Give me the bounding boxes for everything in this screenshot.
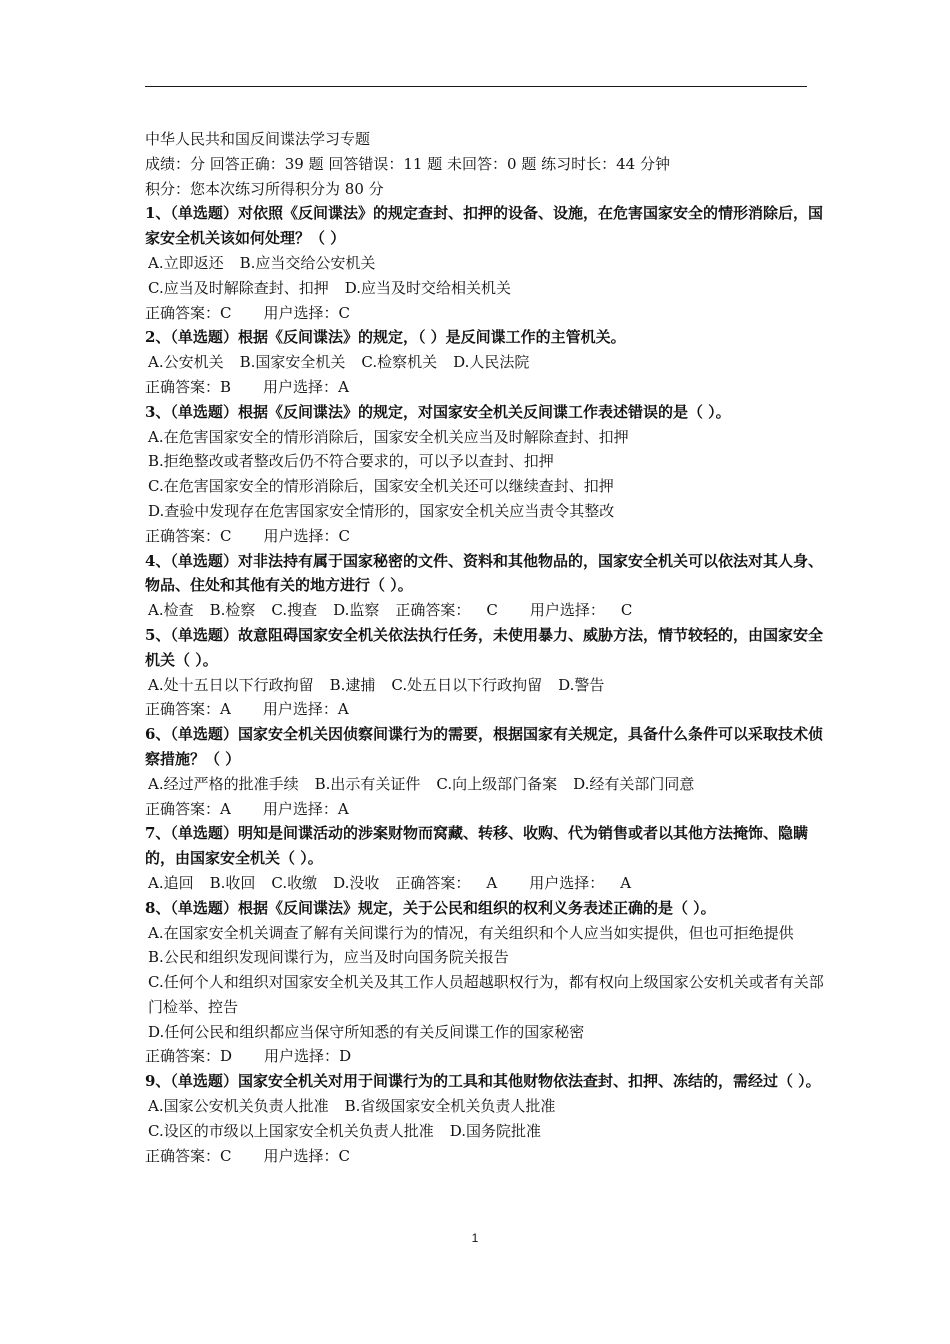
option: C.检察机关 [361,353,438,372]
correct-answer: C [220,303,232,322]
question-stem: 3、（单选题）根据《反间谍法》的规定，对国家安全机关反间谍工作表述错误的是（ ）。 [145,402,731,421]
user-choice: C [338,303,350,322]
question-stem: 5、（单选题）故意阻碍国家安全机关依法执行任务，未使用暴力、威胁方法，情节较轻的，由国家安全机关（ ）。 [145,625,823,669]
user-choice: A [337,799,349,818]
option-row [145,251,825,276]
user-choice-label: 用户选择： [262,799,338,818]
user-choice-label: 用户选择： [529,601,605,620]
option: A.处十五日以下行政拘留 [148,675,314,694]
option-row [145,425,825,450]
user-choice-label: 用户选择： [263,377,339,396]
header-rule [145,86,807,87]
option-row [145,1094,825,1119]
option: C.向上级部门备案 [436,774,558,793]
option: D.国务院批准 [449,1121,541,1140]
page-number: 1 [471,1231,479,1245]
question-stem: 8、（单选题）根据《反间谍法》规定，关于公民和组织的权利义务表述正确的是（ ）。 [145,898,716,917]
correct-answer-label: 正确答案： [145,799,221,818]
answer-line [145,524,825,549]
answer-line [145,1044,825,1069]
user-choice: A [337,700,349,719]
correct-answer: A [220,700,231,719]
answer-line [145,1144,825,1169]
question-block [145,623,825,722]
question-block [145,201,825,325]
option-row [145,772,825,797]
option: B.应当交给公安机关 [239,253,376,272]
option: C.应当及时解除查封、扣押 [148,278,329,297]
user-choice: C [338,1146,350,1165]
option: B.逮捕 [329,675,376,694]
option-row [145,970,825,1020]
answer-line [395,874,631,892]
answer-line [145,301,825,326]
correct-answer: A [220,799,231,818]
option: B.出示有关证件 [314,774,421,793]
option: B.国家安全机关 [239,353,346,372]
correct-answer-label: 正确答案： [145,1146,221,1165]
option-row [145,673,825,698]
option: A.在危害国家安全的情形消除后，国家安全机关应当及时解除查封、扣押 [148,427,629,446]
user-choice-label: 用户选择： [264,1047,340,1066]
question-stem: 2、（单选题）根据《反间谍法》的规定，（ ）是反间谍工作的主管机关。 [145,328,626,347]
option-row [145,1119,825,1144]
option: C.搜查 [271,601,318,620]
option-row [145,276,825,301]
question-block [145,821,825,895]
option: A.在国家安全机关调查了解有关间谍行为的情况，有关组织和个人应当如实提供，但也可拒绝提供 [148,923,794,942]
correct-answer: C [220,526,232,545]
option: B.收回 [209,873,256,892]
user-choice-label: 用户选择： [263,526,339,545]
question-stem: 6、（单选题）国家安全机关因侦察间谍行为的需要，根据国家有关规定，具备什么条件可以采取技术侦察措施？（ ） [145,725,823,768]
option: A.立即返还 [148,253,224,272]
option: C.设区的市级以上国家安全机关负责人批准 [148,1121,434,1140]
user-choice-label: 用户选择： [263,1146,339,1165]
correct-answer: B [220,377,232,396]
answer-line [395,601,632,619]
question-stem: 7、（单选题）明知是间谍活动的涉案财物而窝藏、转移、收购、代为销售或者以其他方法掩饰、隐瞒的，由国家安全机关（ ）。 [145,824,808,868]
option: A.检查 [148,601,194,620]
question-block [145,722,825,821]
correct-answer-label: 正确答案： [395,873,471,892]
option: D.没收 [333,873,380,892]
question-block [145,896,825,1070]
option: C.处五日以下行政拘留 [391,675,543,694]
option: D.查验中发现存在危害国家安全情形的，国家安全机关应当责令其整改 [148,501,615,520]
correct-answer: C [220,1146,232,1165]
option: C.在危害国家安全的情形消除后，国家安全机关还可以继续查封、扣押 [148,477,614,496]
question-stem: 9、（单选题）国家安全机关对用于间谍行为的工具和其他财物依法查封、扣押、冻结的，需经过（ ）。 [145,1072,821,1091]
option: B.公民和组织发现间谍行为，应当及时向国务院关报告 [148,948,509,967]
option: A.公安机关 [148,353,224,372]
option: D.警告 [558,675,605,694]
option-row [145,598,825,623]
answer-line [145,375,825,400]
option: D.人民法院 [453,353,530,372]
option: D.任何公民和组织都应当保守所知悉的有关反间谍工作的国家秘密 [148,1022,585,1041]
option: B.检察 [209,601,256,620]
user-choice: D [339,1047,352,1066]
document-title: 中华人民共和国反间谍法学习专题 [145,130,371,148]
question-block [145,1069,825,1168]
points-summary: 积分：您本次练习所得积分为 80 分 [145,179,384,198]
correct-answer: C [486,601,498,620]
option: B.省级国家安全机关负责人批准 [344,1097,556,1116]
option: B.拒绝整改或者整改后仍不符合要求的，可以予以查封、扣押 [148,452,554,471]
option-row [145,499,825,524]
option-row [145,945,825,970]
correct-answer-label: 正确答案： [395,601,471,620]
user-choice-label: 用户选择： [262,700,338,719]
option-row [145,1020,825,1045]
option: C.任何个人和组织对国家安全机关及其工作人员超越职权行为，都有权向上级国家公安机关或者有关部门检举、控告 [148,973,824,1016]
question-block [145,325,825,399]
correct-answer: D [220,1047,233,1066]
correct-answer-label: 正确答案： [145,1047,221,1066]
correct-answer-label: 正确答案： [145,526,221,545]
option: C.收缴 [271,873,318,892]
answer-line [145,797,825,822]
option-row [145,871,825,896]
user-choice-label: 用户选择： [529,873,605,892]
option-row [145,350,825,375]
option-row [145,449,825,474]
option-row [145,921,825,946]
correct-answer-label: 正确答案： [145,303,221,322]
correct-answer: A [486,873,498,892]
option: D.经有关部门同意 [573,774,695,793]
user-choice: A [620,873,632,892]
user-choice: A [338,377,349,396]
user-choice: C [338,526,350,545]
option: D.应当及时交给相关机关 [344,278,511,297]
question-stem: 1、（单选题）对依照《反间谍法》的规定查封、扣押的设备、设施，在危害国家安全的情形消除后，国家安全机关该如何处理？（ ） [145,204,823,248]
answer-line [145,697,825,722]
option-row [145,474,825,499]
user-choice: C [620,601,633,620]
question-block [145,400,825,549]
document-body [145,127,825,1168]
question-block [145,549,825,623]
score-summary: 成绩：分 回答正确：39 题 回答错误：11 题 未回答：0 题 练习时长：44 分钟 [145,154,670,173]
option: A.追回 [148,873,194,892]
correct-answer-label: 正确答案： [145,700,221,719]
option: A.经过严格的批准手续 [148,774,299,793]
user-choice-label: 用户选择： [263,303,339,322]
option: A.国家公安机关负责人批准 [148,1097,329,1116]
correct-answer-label: 正确答案： [145,377,221,396]
question-stem: 4、（单选题）对非法持有属于国家秘密的文件、资料和其他物品的，国家安全机关可以依法对其人身、物品、住处和其他有关的地方进行（ ）。 [145,551,823,595]
option: D.监察 [333,601,380,620]
